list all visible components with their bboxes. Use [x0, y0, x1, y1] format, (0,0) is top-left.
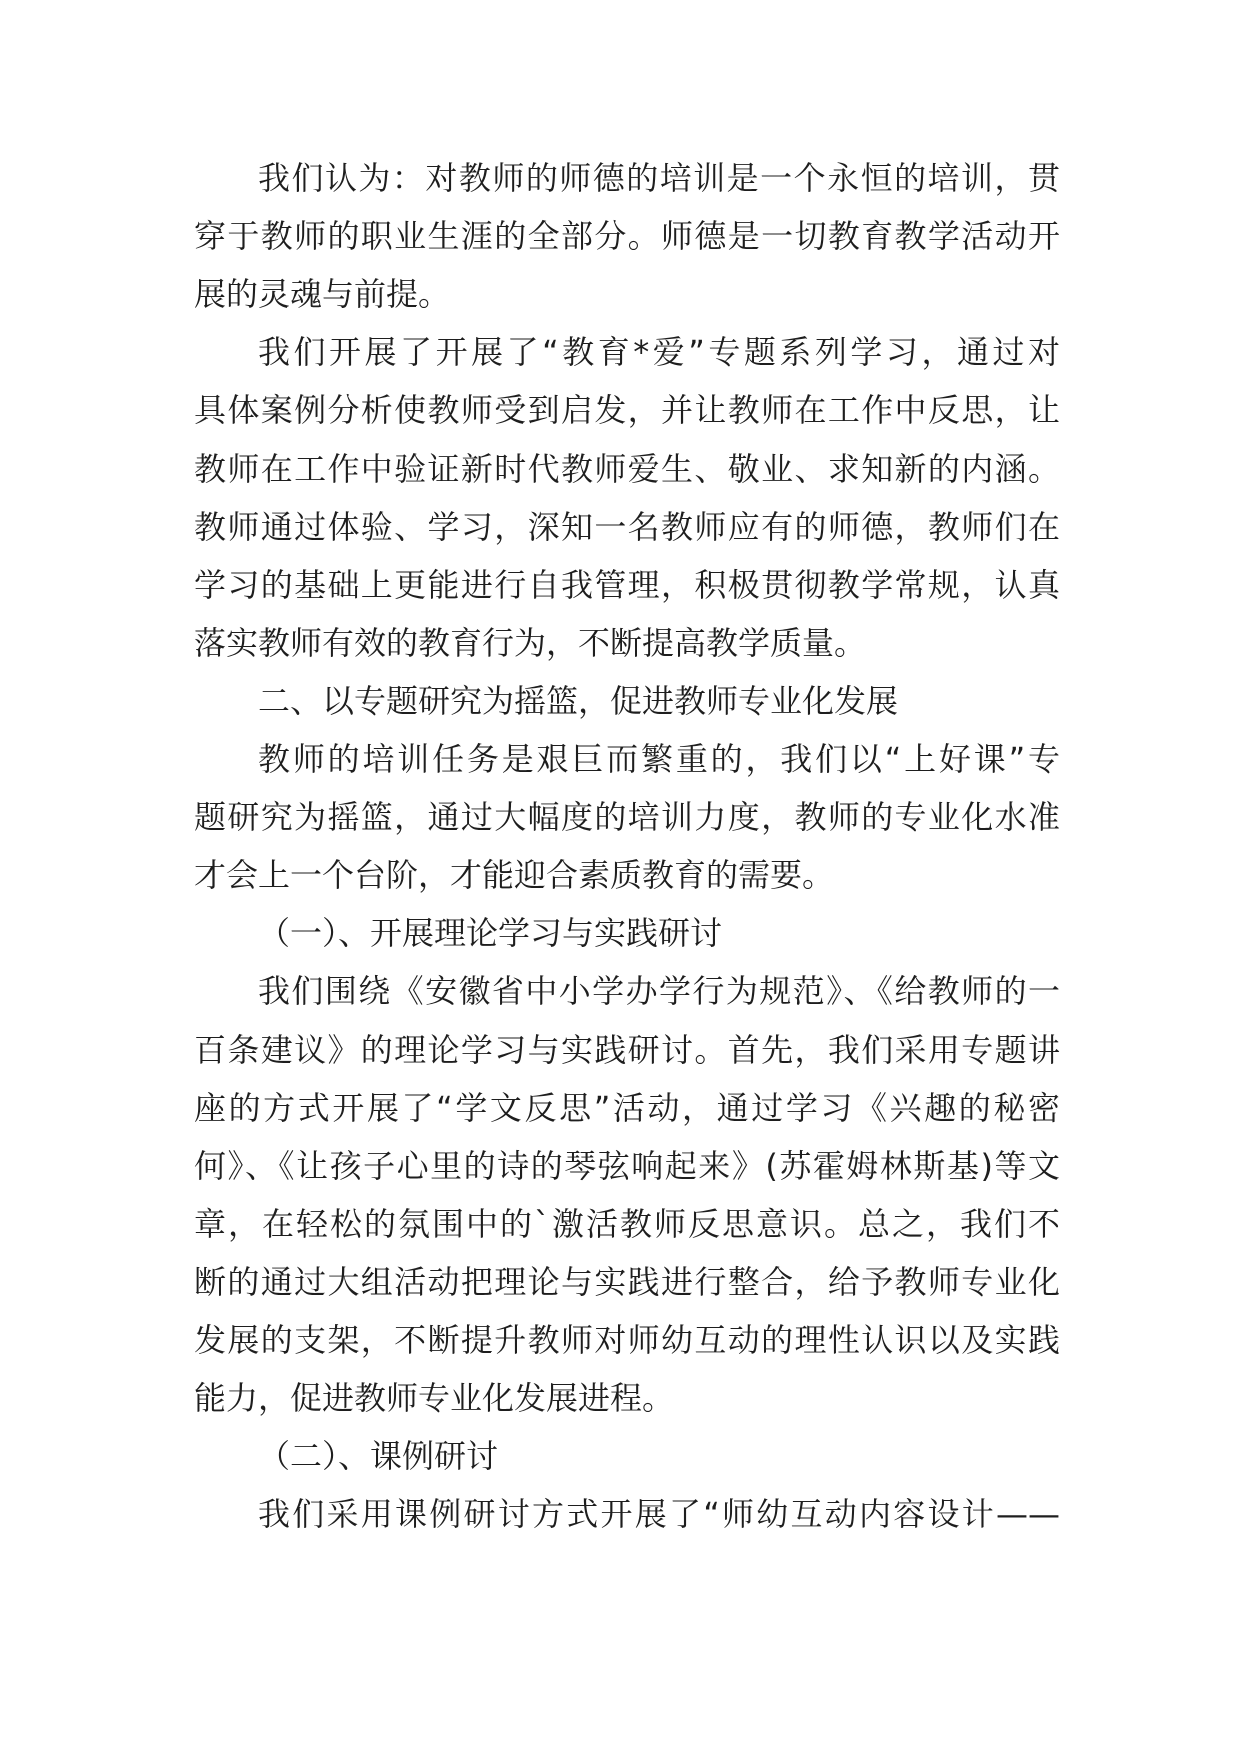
- text-line: 我们开展了开展了“教育*爱”专题系列学习，通过对: [258, 333, 1060, 372]
- text-line: 教师通过体验、学习，深知一名教师应有的师德，教师们在: [194, 507, 1060, 546]
- text-line: 教师的培训任务是艰巨而繁重的，我们以“上好课”专: [258, 740, 1060, 778]
- text-line: 断的通过大组活动把理论与实践进行整合，给予教师专业化: [194, 1262, 1060, 1301]
- text-line: 座的方式开展了“学文反思”活动，通过学习《兴趣的秘密: [194, 1088, 1060, 1127]
- text-line: 具体案例分析使教师受到启发，并让教师在工作中反思，让: [194, 391, 1060, 430]
- text-line: （一）、开展理论学习与实践研讨: [258, 914, 723, 953]
- text-line: 章，在轻松的氛围中的`激活教师反思意识。总之，我们不: [194, 1204, 1060, 1243]
- text-line: 发展的支架，不断提升教师对师幼互动的理性认识以及实践: [194, 1321, 1060, 1359]
- text-line: 学习的基础上更能进行自我管理，积极贯彻教学常规，认真: [194, 565, 1060, 604]
- text-line: 能力，促进教师专业化发展进程。: [194, 1379, 675, 1418]
- text-line: 穿于教师的职业生涯的全部分。师德是一切教育教学活动开: [194, 217, 1060, 256]
- text-line: 二、以专题研究为摇篮，促进教师专业化发展: [258, 681, 899, 720]
- text-line: 我们围绕《安徽省中小学办学行为规范》、《给教师的一: [258, 972, 1060, 1011]
- text-line: 才会上一个台阶，才能迎合素质教育的需要。: [194, 856, 835, 895]
- text-line: 落实教师有效的教育行为，不断提高教学质量。: [194, 623, 867, 662]
- text-line: 我们采用课例研讨方式开展了“师幼互动内容设计——: [258, 1495, 1060, 1534]
- text-line: 教师在工作中验证新时代教师爱生、敬业、求知新的内涵。: [194, 449, 1060, 488]
- text-line: 百条建议》的理论学习与实践研讨。首先，我们采用专题讲: [194, 1030, 1060, 1069]
- text-line: 何》、《让孩子心里的诗的琴弦响起来》(苏霍姆林斯基)等文: [194, 1146, 1060, 1185]
- text-line: 我们认为：对教师的师德的培训是一个永恒的培训，贯: [258, 159, 1060, 197]
- text-line: （二）、课例研讨: [258, 1437, 499, 1476]
- text-line: 展的灵魂与前提。: [194, 275, 451, 314]
- text-line: 题研究为摇篮，通过大幅度的培训力度，教师的专业化水准: [194, 798, 1060, 837]
